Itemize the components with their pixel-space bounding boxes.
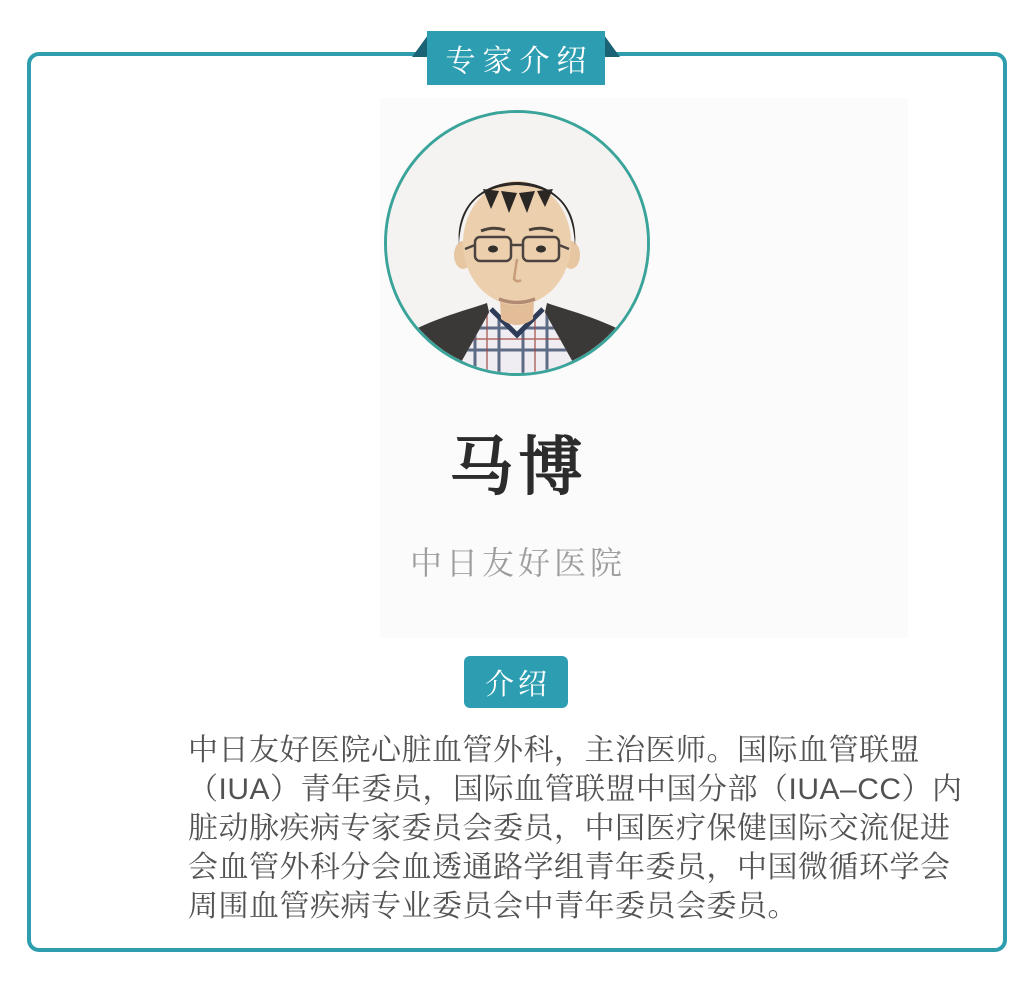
hospital-name: 中日友好医院 [409,545,626,581]
bio-line: 周围血管疾病专业委员会中青年委员会委员。 [188,890,798,923]
section-header-label: 专家介绍 [445,45,594,78]
doctor-avatar [384,110,650,376]
doctor-portrait-illustration [387,113,647,373]
section-header-ribbon [427,31,605,85]
intro-badge-label: 介绍 [484,668,551,701]
intro-badge [464,656,568,708]
bio-line: （IUA）青年委员，国际血管联盟中国分部（IUA–CC）内 [188,773,963,806]
bio-line: 脏动脉疾病专家委员会委员，中国医疗保健国际交流促进 [188,812,951,845]
bio-line: 会血管外科分会血透通路学组青年委员，中国微循环学会 [188,851,951,884]
doctor-name: 马博 [449,432,588,503]
doctor-bio [188,731,963,926]
ribbon-fold-right [604,35,620,57]
bio-line: 中日友好医院心脏血管外科，主治医师。国际血管联盟 [188,734,920,767]
